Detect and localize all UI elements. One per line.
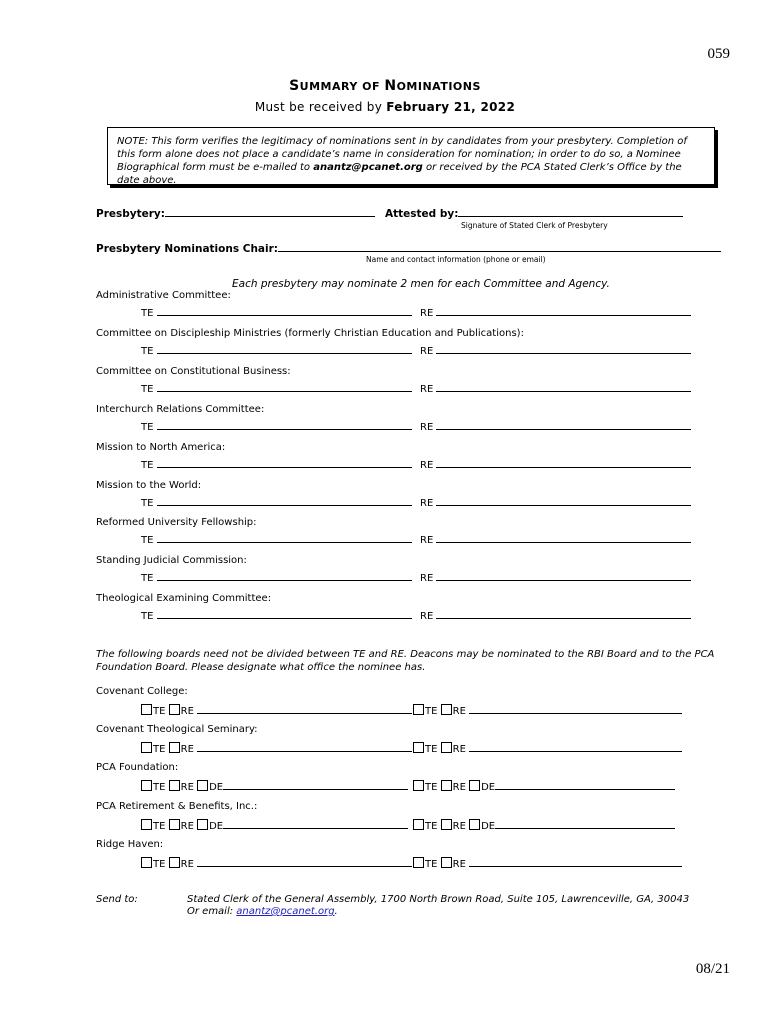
te-label: TE bbox=[141, 346, 154, 357]
te-nominee-field[interactable] bbox=[141, 384, 412, 395]
committee-heading: Standing Judicial Commission: bbox=[96, 555, 247, 566]
te-nominee-field[interactable] bbox=[141, 611, 412, 622]
email-link[interactable]: anantz@pcanet.org bbox=[236, 906, 335, 917]
te-checkbox[interactable] bbox=[141, 819, 152, 830]
re-label: RE bbox=[420, 346, 434, 357]
re-checkbox[interactable] bbox=[441, 780, 452, 791]
re-label: RE bbox=[420, 460, 434, 471]
board-nominee-2[interactable]: TE RE DE bbox=[413, 819, 675, 832]
send-to-email-line: Or email: anantz@pcanet.org. bbox=[187, 906, 338, 917]
deadline-text: Must be received by February 21, 2022 bbox=[254, 100, 516, 114]
te-checkbox[interactable] bbox=[413, 819, 424, 830]
re-nominee-field[interactable] bbox=[420, 611, 691, 622]
board-nominee-2[interactable]: TE RE DE bbox=[413, 780, 675, 793]
presbytery-field[interactable]: Presbytery: bbox=[96, 208, 375, 220]
board-heading: PCA Foundation: bbox=[96, 762, 179, 773]
boards-note: The following boards need not be divided between TE and RE. Deacons may be nominated to the RBI Board and to the PCA Foundation Board. Please designate what office the nominee has. bbox=[96, 649, 715, 673]
re-nominee-field[interactable] bbox=[420, 460, 691, 471]
te-checkbox[interactable] bbox=[413, 857, 424, 868]
committee-heading: Administrative Committee: bbox=[96, 290, 231, 301]
instruction-text: Each presbytery may nominate 2 men for each Committee and Agency. bbox=[232, 278, 610, 290]
te-nominee-field[interactable] bbox=[141, 422, 412, 433]
chair-caption: Name and contact information (phone or email) bbox=[366, 255, 546, 264]
attested-by-field[interactable]: Attested by: bbox=[385, 208, 683, 220]
re-label: RE bbox=[420, 573, 434, 584]
re-checkbox[interactable] bbox=[169, 780, 180, 791]
page-number: 059 bbox=[707, 46, 730, 62]
re-nominee-field[interactable] bbox=[420, 498, 691, 509]
te-label: TE bbox=[141, 573, 154, 584]
re-nominee-field[interactable] bbox=[420, 422, 691, 433]
board-heading: Covenant College: bbox=[96, 686, 188, 697]
nominations-chair-field[interactable]: Presbytery Nominations Chair: bbox=[96, 243, 721, 255]
committee-heading: Committee on Constitutional Business: bbox=[96, 366, 291, 377]
re-checkbox[interactable] bbox=[169, 704, 180, 715]
te-label: TE bbox=[141, 384, 154, 395]
te-label: TE bbox=[141, 460, 154, 471]
committee-heading: Theological Examining Committee: bbox=[96, 593, 272, 604]
te-label: TE bbox=[141, 535, 154, 546]
board-nominee-1[interactable]: TE RE DE bbox=[141, 780, 408, 793]
board-heading: Covenant Theological Seminary: bbox=[96, 724, 258, 735]
te-label: TE bbox=[141, 498, 154, 509]
board-nominee-2[interactable]: TE RE bbox=[413, 704, 682, 717]
committee-heading: Mission to North America: bbox=[96, 442, 226, 453]
note-box: NOTE: This form verifies the legitimacy of nominations sent in by candidates from your presbytery. Completion of this form alone does not place a candidate’s name in consideration for nomination; in order to do so, a Nominee Biographical form must be e-mailed to anantz@pcanet.org or received by the PCA Stated Clerk’s Office by the date above. bbox=[107, 127, 715, 185]
committee-heading: Interchurch Relations Committee: bbox=[96, 404, 265, 415]
te-checkbox[interactable] bbox=[413, 780, 424, 791]
re-nominee-field[interactable] bbox=[420, 384, 691, 395]
revision-date: 08/21 bbox=[695, 961, 730, 977]
board-nominee-2[interactable]: TE RE bbox=[413, 857, 682, 870]
board-nominee-2[interactable]: TE RE bbox=[413, 742, 682, 755]
te-checkbox[interactable] bbox=[141, 780, 152, 791]
te-checkbox[interactable] bbox=[413, 742, 424, 753]
re-nominee-field[interactable] bbox=[420, 535, 691, 546]
de-checkbox[interactable] bbox=[197, 819, 208, 830]
de-checkbox[interactable] bbox=[469, 819, 480, 830]
committee-heading: Mission to the World: bbox=[96, 480, 202, 491]
de-checkbox[interactable] bbox=[197, 780, 208, 791]
board-nominee-1[interactable]: TE RE bbox=[141, 704, 412, 717]
te-checkbox[interactable] bbox=[141, 857, 152, 868]
board-heading: PCA Retirement & Benefits, Inc.: bbox=[96, 801, 258, 812]
board-nominee-1[interactable]: TE RE bbox=[141, 857, 412, 870]
send-to-label: Send to: bbox=[96, 894, 138, 905]
te-nominee-field[interactable] bbox=[141, 535, 412, 546]
re-checkbox[interactable] bbox=[169, 742, 180, 753]
te-nominee-field[interactable] bbox=[141, 460, 412, 471]
te-checkbox[interactable] bbox=[141, 742, 152, 753]
re-label: RE bbox=[420, 535, 434, 546]
re-label: RE bbox=[420, 308, 434, 319]
re-checkbox[interactable] bbox=[169, 819, 180, 830]
page-title: SUMMARY OF NOMINATIONS bbox=[289, 78, 481, 94]
re-checkbox[interactable] bbox=[441, 857, 452, 868]
re-checkbox[interactable] bbox=[441, 742, 452, 753]
re-label: RE bbox=[420, 498, 434, 509]
re-nominee-field[interactable] bbox=[420, 346, 691, 357]
send-to-address: Stated Clerk of the General Assembly, 1700 North Brown Road, Suite 105, Lawrenceville, GA, 30043 bbox=[187, 894, 690, 905]
re-nominee-field[interactable] bbox=[420, 573, 691, 584]
re-nominee-field[interactable] bbox=[420, 308, 691, 319]
te-label: TE bbox=[141, 422, 154, 433]
attested-caption: Signature of Stated Clerk of Presbytery bbox=[461, 221, 608, 230]
te-label: TE bbox=[141, 611, 154, 622]
re-label: RE bbox=[420, 384, 434, 395]
committee-heading: Reformed University Fellowship: bbox=[96, 517, 257, 528]
committee-heading: Committee on Discipleship Ministries (formerly Christian Education and Publications): bbox=[96, 328, 524, 339]
te-label: TE bbox=[141, 308, 154, 319]
board-nominee-1[interactable]: TE RE DE bbox=[141, 819, 408, 832]
re-checkbox[interactable] bbox=[169, 857, 180, 868]
te-checkbox[interactable] bbox=[413, 704, 424, 715]
re-label: RE bbox=[420, 611, 434, 622]
de-checkbox[interactable] bbox=[469, 780, 480, 791]
te-nominee-field[interactable] bbox=[141, 346, 412, 357]
te-nominee-field[interactable] bbox=[141, 308, 412, 319]
te-nominee-field[interactable] bbox=[141, 573, 412, 584]
re-checkbox[interactable] bbox=[441, 704, 452, 715]
re-label: RE bbox=[420, 422, 434, 433]
board-heading: Ridge Haven: bbox=[96, 839, 164, 850]
board-nominee-1[interactable]: TE RE bbox=[141, 742, 412, 755]
te-checkbox[interactable] bbox=[141, 704, 152, 715]
te-nominee-field[interactable] bbox=[141, 498, 412, 509]
re-checkbox[interactable] bbox=[441, 819, 452, 830]
